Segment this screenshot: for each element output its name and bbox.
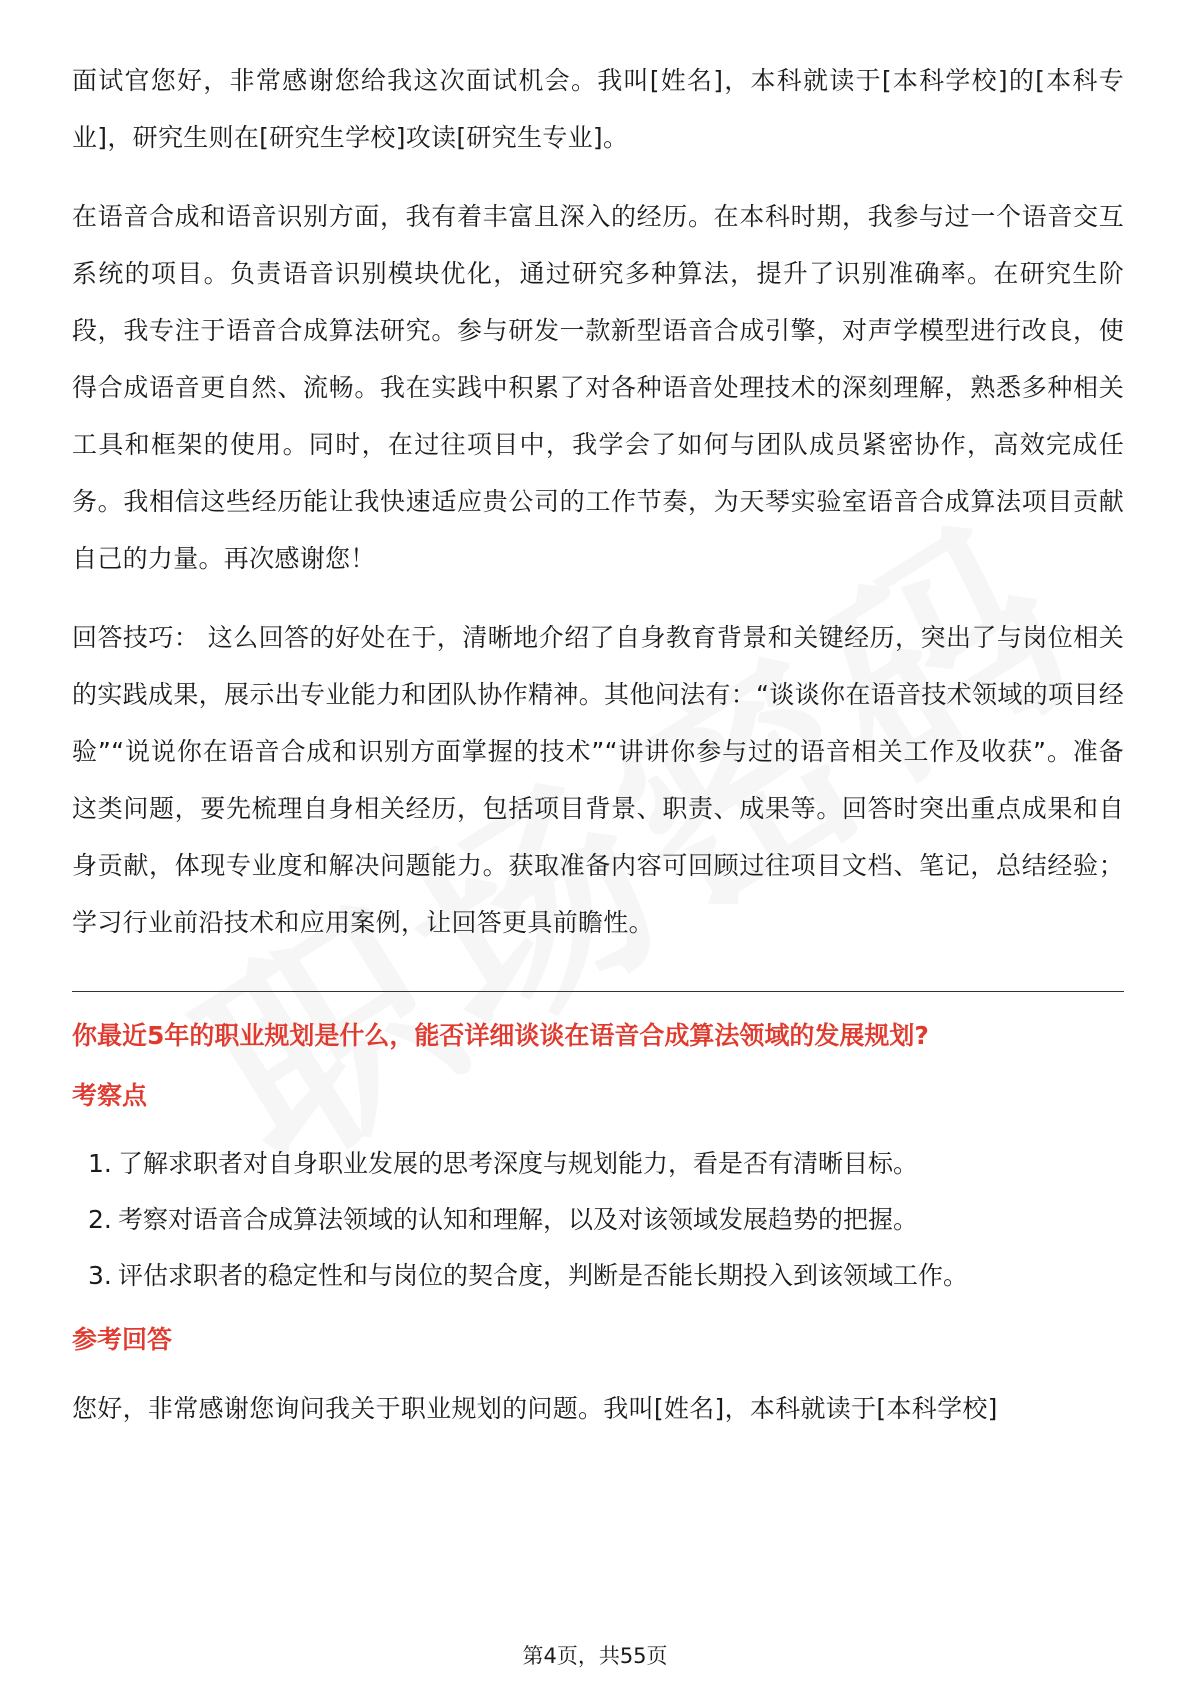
tips-paragraph: 回答技巧： 这么回答的好处在于，清晰地介绍了自身教育背景和关键经历，突出了与岗位相关的实践成果，展示出专业能力和团队协作精神。其他问法有：“谈谈你在语音技术领域的项目经验”“说说你在语音合成和识别方面掌握的技术”“讲讲你参与过的语音相关工作及收获”。准备这类问题，要先梳理自身相关经历，包括项目背景、职责、成果等。回答时突出重点成果和自身贡献，体现专业度和解决问题能力。获取准备内容可回顾过往项目文档、笔记，总结经验；学习行业前沿技术和应用案例，让回答更具前瞻性。 [72,623,1124,937]
list-text: 评估求职者的稳定性和与岗位的契合度，判断是否能长期投入到该领域工作。 [118,1261,969,1290]
list-number: 3. [88,1261,112,1290]
document-page [72,52,1124,1459]
assessment-label: 考察点 [72,1081,148,1110]
list-number: 2. [88,1205,112,1234]
list-item [72,1136,1124,1192]
experience-paragraph: 在语音合成和语音识别方面，我有着丰富且深入的经历。在本科时期，我参与过一个语音交互系统的项目。负责语音识别模块优化，通过研究多种算法，提升了识别准确率。在研究生阶段，我专注于语音合成算法研究。参与研发一款新型语音合成引擎，对声学模型进行改良，使得合成语音更自然、流畅。我在实践中积累了对各种语音处理技术的深刻理解，熟悉多种相关工具和框架的使用。同时，在过往项目中，我学会了如何与团队成员紧密协作，高效完成任务。我相信这些经历能让我快速适应贵公司的工作节奏，为天琴实验室语音合成算法项目贡献自己的力量。再次感谢您！ [72,202,1124,573]
list-item [72,1192,1124,1248]
assessment-list [72,1136,1124,1304]
list-text: 了解求职者对自身职业发展的思考深度与规划能力，看是否有清晰目标。 [118,1149,919,1178]
question-heading: 你最近5年的职业规划是什么，能否详细谈谈在语音合成算法领域的发展规划? [72,1021,929,1050]
section-divider [72,991,1124,992]
reference-label: 参考回答 [72,1325,173,1354]
list-text: 考察对语音合成算法领域的认知和理解，以及对该领域发展趋势的把握。 [118,1205,919,1234]
intro-paragraph: 面试官您好，非常感谢您给我这次面试机会。我叫[姓名]，本科就读于[本科学校]的[本科专业]，研究生则在[研究生学校]攻读[研究生专业]。 [72,66,1124,152]
page-footer: 第4页，共55页 [522,1644,668,1668]
list-number: 1. [88,1149,112,1178]
reference-answer-paragraph: 您好，非常感谢您询问我关于职业规划的问题。我叫[姓名]，本科就读于[本科学校] [72,1394,998,1423]
list-item [72,1248,1124,1304]
